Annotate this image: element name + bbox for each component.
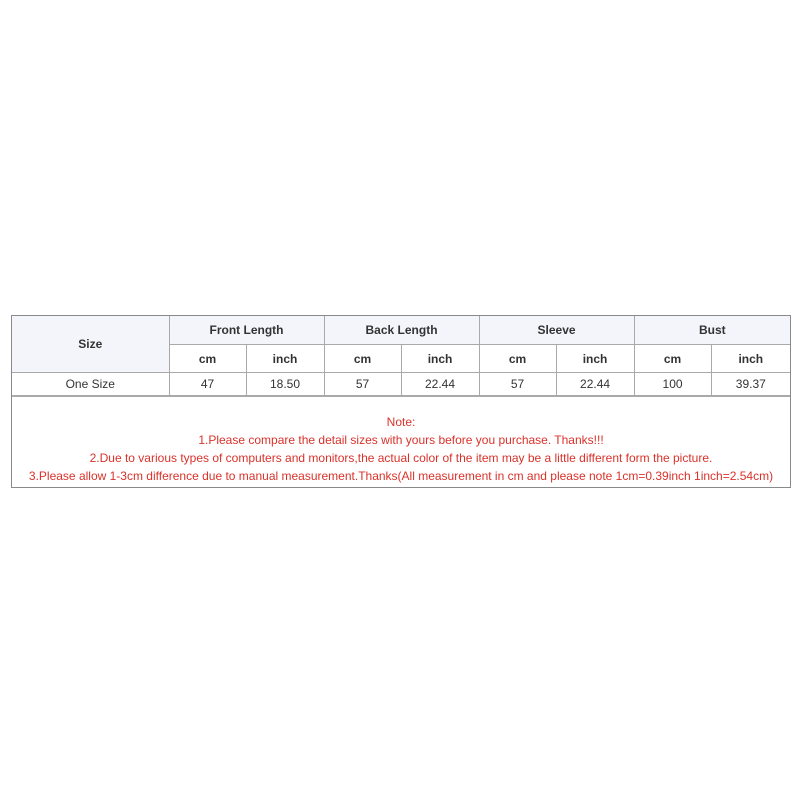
table-cell: 100 [634,373,711,396]
group-header-bust: Bust [634,316,790,345]
unit-header: inch [401,345,479,373]
unit-header: inch [711,345,790,373]
size-chart [11,315,791,488]
note-line: 1.Please compare the detail sizes with yours before you purchase. Thanks!!! [198,433,604,447]
table-cell: 18.50 [246,373,324,396]
group-header-sleeve: Sleeve [479,316,634,345]
note-title: Note: [386,415,416,429]
group-header-back-length: Back Length [324,316,479,345]
table-cell: 47 [169,373,246,396]
table-cell: 57 [324,373,401,396]
unit-header: cm [324,345,401,373]
unit-header: inch [246,345,324,373]
size-cell: One Size [12,373,169,396]
table-cell: 22.44 [401,373,479,396]
unit-header: cm [479,345,556,373]
table-row [12,373,790,396]
unit-header: inch [556,345,634,373]
table-cell: 57 [479,373,556,396]
notes-section [12,396,790,487]
table-cell: 22.44 [556,373,634,396]
note-line: 2.Due to various types of computers and monitors,the actual color of the item may be a little different form the picture. [89,451,713,465]
unit-header: cm [169,345,246,373]
note-line: 3.Please allow 1-3cm difference due to manual measurement.Thanks(All measurement in cm and please note 1cm=0.39inch 1inch=2.54cm) [28,469,774,483]
size-column-header: Size [12,316,169,373]
size-table [12,316,790,396]
unit-header: cm [634,345,711,373]
table-header-row-groups [12,316,790,345]
group-header-front-length: Front Length [169,316,324,345]
table-cell: 39.37 [711,373,790,396]
